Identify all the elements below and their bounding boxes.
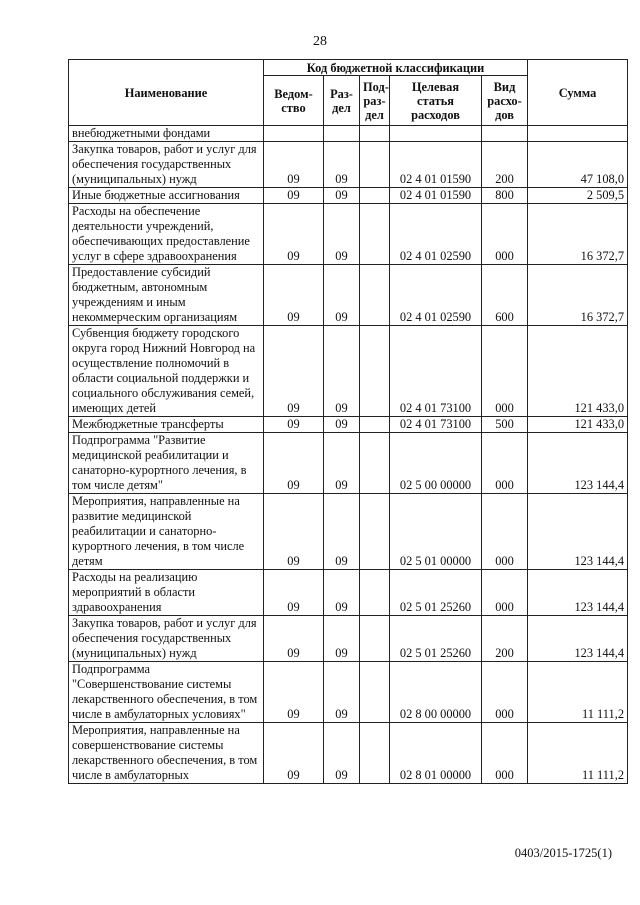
table-row [69,188,628,204]
cell-sum: 16 372,7 [528,265,628,326]
cell-vid: 000 [482,723,528,784]
cell-podrazdel [360,570,390,616]
cell-razdel: 09 [324,265,360,326]
table-row [69,494,628,570]
cell-vid: 000 [482,433,528,494]
cell-vedomstvo: 09 [264,417,324,433]
cell-target: 02 4 01 02590 [390,204,482,265]
cell-sum: 47 108,0 [528,142,628,188]
table-row [69,433,628,494]
cell-target: 02 5 01 25260 [390,570,482,616]
cell-sum: 11 111,2 [528,662,628,723]
cell-sum [528,126,628,142]
table-row [69,570,628,616]
table-row [69,265,628,326]
cell-vid: 600 [482,265,528,326]
cell-podrazdel [360,494,390,570]
cell-sum: 16 372,7 [528,204,628,265]
cell-razdel: 09 [324,433,360,494]
cell-sum: 123 144,4 [528,494,628,570]
cell-razdel: 09 [324,494,360,570]
cell-podrazdel [360,662,390,723]
table-row [69,142,628,188]
cell-podrazdel [360,433,390,494]
cell-name: внебюджетными фондами [69,126,264,142]
cell-podrazdel [360,126,390,142]
cell-name: Субвенция бюджету городского округа город Нижний Новгород на осуществление полномочий в области социальной поддержки и социального обслуживания семей, имеющих детей [69,326,264,417]
cell-target: 02 4 01 73100 [390,326,482,417]
cell-razdel: 09 [324,188,360,204]
cell-vid: 000 [482,662,528,723]
cell-podrazdel [360,265,390,326]
cell-vid: 500 [482,417,528,433]
header-target: Целевая статья расходов [390,76,482,126]
cell-sum: 121 433,0 [528,326,628,417]
table-row [69,326,628,417]
cell-target: 02 5 00 00000 [390,433,482,494]
table-header [69,60,628,126]
table-row [69,662,628,723]
cell-vedomstvo: 09 [264,494,324,570]
cell-vid: 000 [482,204,528,265]
cell-razdel: 09 [324,570,360,616]
budget-table [68,59,628,784]
cell-podrazdel [360,417,390,433]
cell-target: 02 8 01 00000 [390,723,482,784]
cell-vid [482,126,528,142]
cell-target: 02 5 01 00000 [390,494,482,570]
cell-vedomstvo: 09 [264,433,324,494]
cell-razdel: 09 [324,204,360,265]
cell-vedomstvo: 09 [264,265,324,326]
cell-name: Подпрограмма "Развитие медицинской реабилитации и санаторно-курортного лечения, в том числе детям" [69,433,264,494]
table-row [69,204,628,265]
cell-vid: 000 [482,570,528,616]
cell-vid: 000 [482,326,528,417]
cell-target: 02 4 01 73100 [390,417,482,433]
cell-target: 02 4 01 01590 [390,142,482,188]
page-number: 28 [313,34,327,49]
cell-name: Подпрограмма "Совершенствование системы лекарственного обеспечения, в том числе в амбулаторных условиях" [69,662,264,723]
cell-target: 02 8 00 00000 [390,662,482,723]
cell-name: Расходы на обеспечение деятельности учреждений, обеспечивающих предоставление услуг в сфере здравоохранения [69,204,264,265]
cell-razdel: 09 [324,417,360,433]
table-row [69,417,628,433]
cell-vedomstvo: 09 [264,662,324,723]
cell-vedomstvo: 09 [264,142,324,188]
cell-vedomstvo [264,126,324,142]
cell-vid: 800 [482,188,528,204]
header-vedomstvo: Ведом-ство [264,76,324,126]
table-row [69,616,628,662]
cell-target [390,126,482,142]
cell-name: Закупка товаров, работ и услуг для обеспечения государственных (муниципальных) нужд [69,142,264,188]
cell-razdel: 09 [324,326,360,417]
cell-sum: 123 144,4 [528,616,628,662]
cell-razdel: 09 [324,142,360,188]
cell-sum: 123 144,4 [528,570,628,616]
cell-podrazdel [360,616,390,662]
header-sum: Сумма [528,60,628,126]
table-body [69,126,628,784]
cell-vid: 200 [482,142,528,188]
cell-target: 02 4 01 01590 [390,188,482,204]
cell-sum: 123 144,4 [528,433,628,494]
table-row [69,723,628,784]
cell-razdel: 09 [324,616,360,662]
cell-sum: 121 433,0 [528,417,628,433]
header-podrazdel: Под-раз-дел [360,76,390,126]
table-row [69,126,628,142]
document-code: 0403/2015-1725(1) [514,846,612,860]
cell-razdel: 09 [324,723,360,784]
cell-podrazdel [360,723,390,784]
cell-vedomstvo: 09 [264,570,324,616]
cell-name: Расходы на реализацию мероприятий в области здравоохранения [69,570,264,616]
cell-podrazdel [360,142,390,188]
cell-name: Мероприятия, направленные на совершенствование системы лекарственного обеспечения, в том числе в амбулаторных [69,723,264,784]
header-vid: Вид расхо-дов [482,76,528,126]
cell-razdel [324,126,360,142]
cell-vedomstvo: 09 [264,204,324,265]
cell-podrazdel [360,326,390,417]
cell-vedomstvo: 09 [264,616,324,662]
cell-sum: 11 111,2 [528,723,628,784]
header-name: Наименование [69,60,264,126]
cell-podrazdel [360,188,390,204]
cell-vedomstvo: 09 [264,326,324,417]
cell-name: Закупка товаров, работ и услуг для обеспечения государственных (муниципальных) нужд [69,616,264,662]
cell-vedomstvo: 09 [264,188,324,204]
cell-name: Иные бюджетные ассигнования [69,188,264,204]
header-razdel: Раз-дел [324,76,360,126]
cell-target: 02 5 01 25260 [390,616,482,662]
cell-vid: 000 [482,494,528,570]
cell-vid: 200 [482,616,528,662]
cell-name: Предоставление субсидий бюджетным, автономным учреждениям и иным некоммерческим организациям [69,265,264,326]
cell-vedomstvo: 09 [264,723,324,784]
cell-razdel: 09 [324,662,360,723]
header-code-group: Код бюджетной классификации [264,60,528,76]
cell-sum: 2 509,5 [528,188,628,204]
cell-name: Мероприятия, направленные на развитие медицинской реабилитации и санаторно-курортного лечения, в том числе детям [69,494,264,570]
cell-podrazdel [360,204,390,265]
cell-target: 02 4 01 02590 [390,265,482,326]
cell-name: Межбюджетные трансферты [69,417,264,433]
